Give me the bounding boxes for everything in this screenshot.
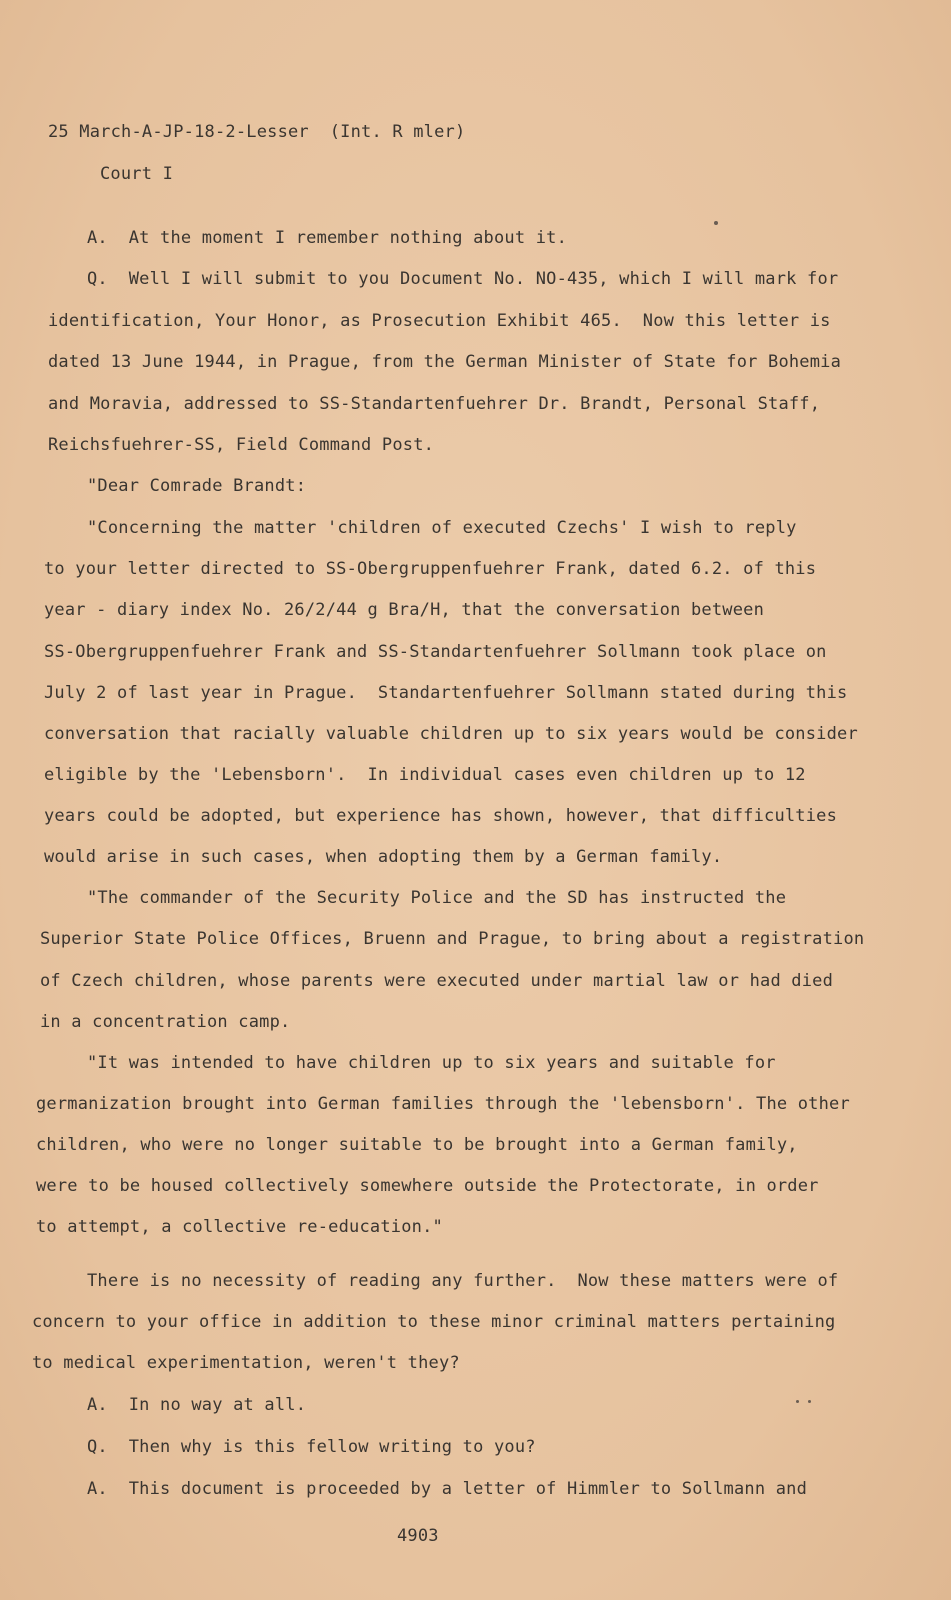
text-line: Q. Well I will submit to you Document No. NO-435, which I will mark for	[87, 269, 839, 289]
text-line: identification, Your Honor, as Prosecution Exhibit 465. Now this letter is	[48, 311, 831, 331]
text-line: and Moravia, addressed to SS-Standartenfuehrer Dr. Brandt, Personal Staff,	[48, 394, 821, 414]
text-line: SS-Obergruppenfuehrer Frank and SS-Standartenfuehrer Sollmann took place on	[44, 642, 827, 662]
paper-speck	[714, 221, 718, 225]
text-line: in a concentration camp.	[40, 1012, 291, 1032]
text-line: year - diary index No. 26/2/44 g Bra/H, that the conversation between	[44, 600, 765, 620]
document-header: 25 March-A-JP-18-2-Lesser (Int. R mler)	[48, 122, 466, 142]
text-line: years could be adopted, but experience has shown, however, that difficulties	[44, 806, 838, 826]
text-line: concern to your office in addition to these minor criminal matters pertaining	[32, 1312, 836, 1332]
text-line: A. In no way at all.	[87, 1395, 307, 1415]
text-line: were to be housed collectively somewhere outside the Protectorate, in order	[36, 1176, 819, 1196]
text-line: A. This document is proceeded by a letter of Himmler to Sollmann and	[87, 1479, 808, 1499]
text-line: There is no necessity of reading any further. Now these matters were of	[87, 1271, 839, 1291]
text-line: to medical experimentation, weren't they?	[32, 1353, 460, 1373]
paper-speck	[808, 1400, 811, 1403]
text-line: "The commander of the Security Police and the SD has instructed the	[87, 888, 787, 908]
text-line: dated 13 June 1944, in Prague, from the German Minister of State for Bohemia	[48, 352, 842, 372]
text-line: A. At the moment I remember nothing about it.	[87, 228, 568, 248]
text-line: would arise in such cases, when adopting them by a German family.	[44, 847, 723, 867]
text-line: to attempt, a collective re-education."	[36, 1217, 443, 1237]
text-line: "Concerning the matter 'children of executed Czechs' I wish to reply	[87, 518, 797, 538]
text-line: "Dear Comrade Brandt:	[87, 476, 307, 496]
text-line: Superior State Police Offices, Bruenn and Prague, to bring about a registration	[40, 929, 865, 949]
text-line: eligible by the 'Lebensborn'. In individual cases even children up to 12	[44, 765, 806, 785]
text-line: Q. Then why is this fellow writing to you?	[87, 1437, 536, 1457]
paper-speck	[796, 1400, 799, 1403]
text-line: conversation that racially valuable children up to six years would be consider	[44, 724, 858, 744]
page-number: 4903	[397, 1526, 439, 1546]
text-line: July 2 of last year in Prague. Standartenfuehrer Sollmann stated during this	[44, 683, 848, 703]
court-label: Court I	[100, 164, 174, 184]
text-line: "It was intended to have children up to six years and suitable for	[87, 1053, 776, 1073]
text-line: germanization brought into German families through the 'lebensborn'. The other	[36, 1094, 850, 1114]
text-line: Reichsfuehrer-SS, Field Command Post.	[48, 435, 435, 455]
text-line: of Czech children, whose parents were executed under martial law or had died	[40, 971, 834, 991]
text-line: children, who were no longer suitable to be brought into a German family,	[36, 1135, 798, 1155]
text-line: to your letter directed to SS-Obergruppenfuehrer Frank, dated 6.2. of this	[44, 559, 817, 579]
